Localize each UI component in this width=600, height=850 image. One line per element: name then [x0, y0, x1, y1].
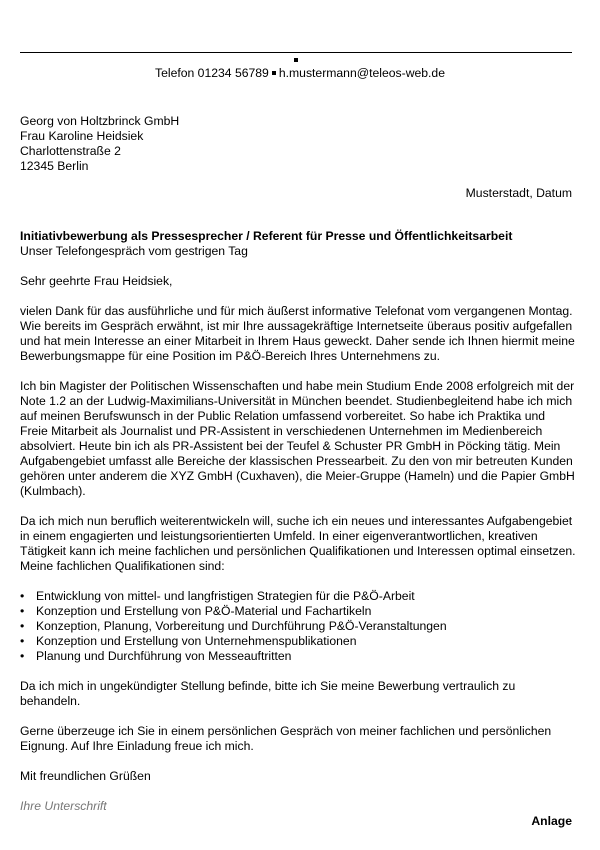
header-marker — [294, 58, 298, 62]
contact-line — [0, 66, 600, 81]
list-item: • Konzeption, Planung, Vorbereitung und Durchführung P&Ö-Veranstaltungen — [20, 619, 576, 634]
place-date: Musterstadt, Datum — [465, 186, 572, 200]
attachment-label: Anlage — [531, 814, 572, 828]
recipient-address — [20, 114, 179, 174]
subject-block — [20, 229, 580, 259]
subject-subtitle: Unser Telefongespräch vom gestrigen Tag — [20, 244, 248, 258]
signature: Ihre Unterschrift — [20, 799, 107, 813]
paragraph-interview: Gerne überzeuge ich Sie in einem persönlichen Gespräch von meiner fachlichen und persönlichen Eignung. Auf Ihre Einladung freue ich mich. — [20, 724, 552, 753]
paragraph-intro: vielen Dank für das ausführliche und für mich äußerst informative Telefonat vom vergangenen Montag. Wie bereits im Gespräch erwähnt, ist mir Ihre aussagekräftige Internetseite überaus positiv aufgefallen und hat mein Interesse an einer Mitarbeit in Ihrem Haus geweckt. Daher sende ich Ihnen hiermit meine Bewerbungsmappe für eine Position im P&Ö-Bereich Ihres Unternehmens zu. — [20, 304, 575, 363]
recipient-city: 12345 Berlin — [20, 159, 89, 173]
qualifications-list — [20, 589, 576, 664]
greeting: Mit freundlichen Grüßen — [20, 769, 151, 783]
list-item: • Konzeption und Erstellung von Unternehmenspublikationen — [20, 634, 576, 649]
paragraph-education: Ich bin Magister der Politischen Wissenschaften und habe mein Studium Ende 2008 erfolgreich mit der Note 1.2 an der Ludwig-Maximilians-Universität in München beendet. Studienbegleitend habe ich mich auf meinen Berufswunsch in der Public Relation umfassend vorbereitet. So habe ich Praktika und Freie Mitarbeit als Journalist und PR-Assistent in verschiedenen Unternehmen im Medienbereich absolviert. Heute bin ich als PR-Assistent bei der Teufel & Schuster PR GmbH in Pöcking tätig. Mein Aufgabengebiet umfasst alle Bereiche der klassischen Pressearbeit. Zu den von mir betreuten Kunden gehören unter anderem die XYZ GmbH (Cuxhaven), die Meier-Gruppe (Hameln) und die Papier GmbH (Kulmbach). — [20, 379, 575, 498]
separator-square — [272, 71, 276, 75]
recipient-company: Georg von Holtzbrinck GmbH — [20, 114, 180, 128]
email-text: h.mustermann@teleos-web.de — [278, 66, 445, 80]
recipient-person: Frau Karoline Heidsiek — [20, 129, 144, 143]
salutation: Sehr geehrte Frau Heidsiek, — [20, 274, 173, 288]
list-item: • Konzeption und Erstellung von P&Ö-Material und Fachartikeln — [20, 604, 576, 619]
header-rule — [20, 52, 572, 53]
phone-text: Telefon 01234 56789 — [154, 66, 269, 80]
list-item: • Planung und Durchführung von Messeauftritten — [20, 649, 576, 664]
paragraph-motivation: Da ich mich nun beruflich weiterentwickeln will, suche ich ein neues und interessantes Aufgabengebiet in einem engagierten und leistungsorientierten Umfeld. In einer eigenverantwortlichen, kreativen Tätigkeit kann ich meine fachlichen und persönlichen Qualifikationen und Interessen optimal einsetzen. Meine fachlichen Qualifikationen sind: — [20, 514, 576, 573]
subject-title: Initiativbewerbung als Pressesprecher / Referent für Presse und Öffentlichkeitsarbeit — [20, 229, 513, 243]
paragraph-confidential: Da ich mich in ungekündigter Stellung befinde, bitte ich Sie meine Bewerbung vertraulich zu behandeln. — [20, 679, 516, 708]
letter-body — [20, 274, 576, 799]
recipient-street: Charlottenstraße 2 — [20, 144, 121, 158]
list-item: • Entwicklung von mittel- und langfristigen Strategien für die P&Ö-Arbeit — [20, 589, 576, 604]
